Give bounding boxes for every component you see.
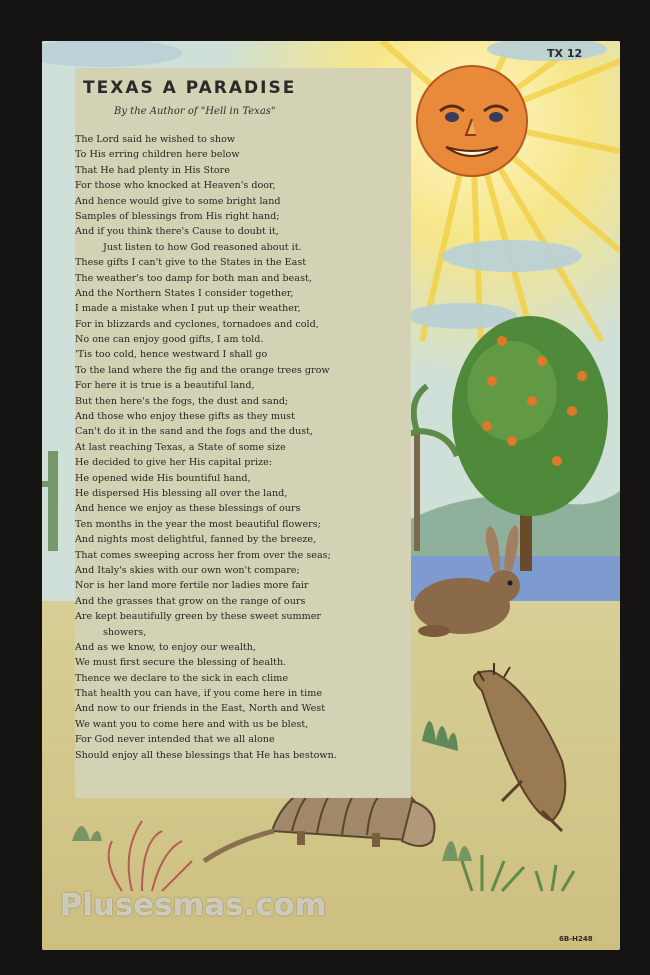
poem-line: For in blizzards and cyclones, tornadoes and cold,	[75, 318, 319, 330]
poem-line: And the grasses that grow on the range of ours	[75, 595, 306, 607]
poem-line: For here it is true is a beautiful land,	[75, 380, 255, 392]
poem-line: That He had plenty in His Store	[75, 164, 230, 176]
poem-line: And nights most delightful, fanned by the breeze,	[75, 534, 317, 546]
poem-line: These gifts I can't give to the States in the East	[75, 257, 307, 269]
poem-line: The weather's too damp for both man and beast,	[75, 272, 312, 284]
poem-line: 'Tis too cold, hence westward I shall go	[75, 349, 268, 361]
poem-line: To the land where the fig and the orange trees grow	[75, 364, 330, 376]
postcard	[42, 41, 620, 950]
poem-line: To His erring children here below	[75, 149, 240, 161]
poem-line: For God never intended that we all alone	[75, 734, 275, 746]
poem-line: That health you can have, if you come here in time	[75, 688, 323, 700]
poem-line: And now to our friends in the East, North and West	[75, 703, 326, 715]
poem-line: He decided to give her His capital prize:	[75, 457, 273, 469]
poem-line: And hence would give to some bright land	[75, 195, 281, 207]
poem-line: We must first secure the blessing of health.	[75, 657, 287, 669]
sun-face-icon	[417, 66, 527, 176]
poem-line: Are kept beautifully green by these sweet summer	[75, 611, 321, 623]
poem-line: The Lord said he wished to show	[75, 134, 236, 145]
poem-line: He opened wide His bountiful hand,	[75, 472, 251, 484]
poem-line: And the Northern States I consider together,	[75, 287, 294, 299]
poem-line: And those who enjoy these gifts as they must	[75, 411, 295, 423]
poem-line: Samples of blessings from His right hand;	[75, 210, 280, 222]
poem-line: I made a mistake when I put up their weather,	[75, 303, 301, 315]
poem-line: Nor is her land more fertile nor ladies more fair	[75, 580, 309, 592]
poem-line: That comes sweeping across her from over the seas;	[75, 549, 331, 561]
poem-line: For those who knocked at Heaven's door,	[75, 180, 276, 192]
poem-line: Can't do it in the sand and the fogs and the dust,	[75, 426, 314, 438]
poem-line: showers,	[103, 626, 147, 638]
poem-line: And as we know, to enjoy our wealth,	[75, 641, 256, 653]
poem-line: At last reaching Texas, a State of some size	[75, 441, 286, 453]
poem-line: He dispersed His blessing all over the land,	[75, 487, 288, 499]
poem-line: We want you to come here and with us be blest,	[75, 718, 309, 730]
poem-line: Ten months in the year the most beautiful flowers;	[75, 518, 321, 530]
card-code-bottom: 6B-H248	[559, 935, 593, 943]
poem-lines	[75, 132, 337, 763]
poem-line: No one can enjoy good gifts, I am told.	[75, 334, 264, 346]
poem-line: Should enjoy all these blessings that He has bestown.	[75, 749, 337, 761]
poem-line: And hence we enjoy as these blessings of ours	[75, 503, 301, 515]
poem-line: And Italy's skies with our own won't compare;	[75, 564, 300, 576]
poem-line: And if you think there's Cause to doubt it,	[75, 226, 279, 238]
poem-line: Thence we declare to the sick in each clime	[75, 672, 289, 684]
poem-subtitle: By the Author of "Hell in Texas"	[114, 106, 276, 117]
poem-line: Just listen to how God reasoned about it.	[103, 241, 302, 253]
watermark: Plusesmas.com	[60, 888, 327, 923]
poem-panel	[75, 68, 411, 798]
card-code-top: TX 12	[547, 47, 583, 60]
poem-line: But then here's the fogs, the dust and sand;	[75, 395, 289, 407]
poem-title: TEXAS A PARADISE	[83, 78, 297, 98]
